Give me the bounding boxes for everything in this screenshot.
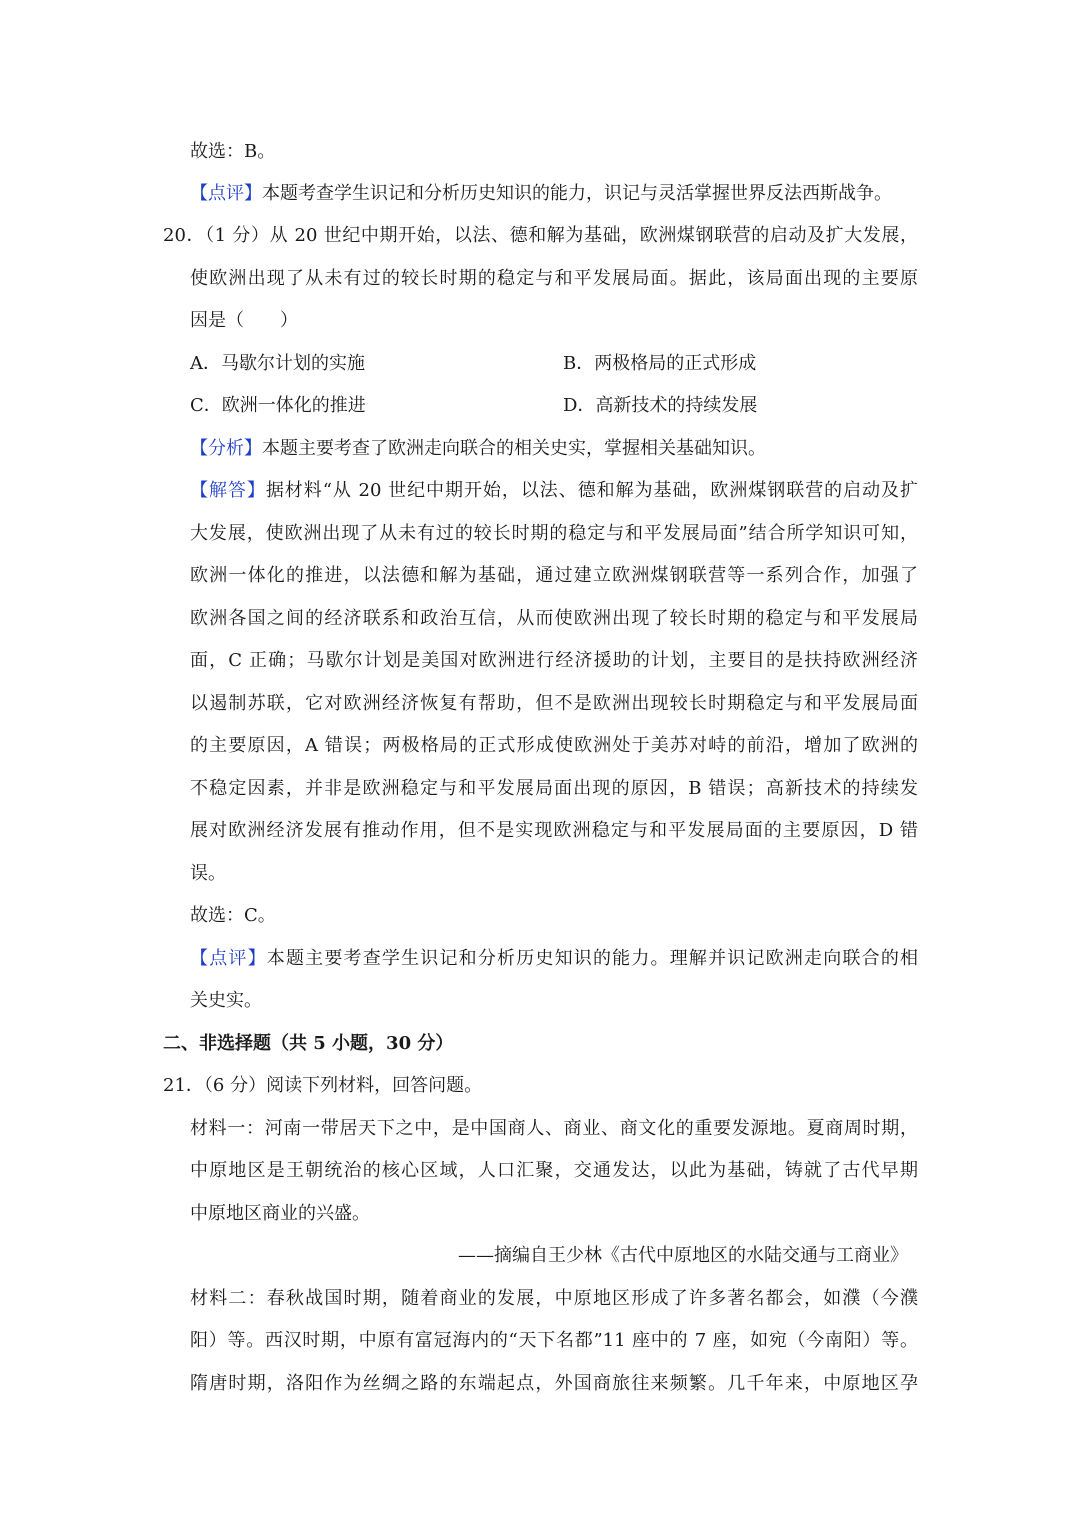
analysis-text: 本题主要考查了欧洲走向联合的相关史实，掌握相关基础知识。 (262, 438, 766, 459)
prev-answer: 故选：B。 (190, 141, 276, 162)
q20-solution-line-4: 欧洲各国之间的经济联系和政治互信，从而使欧洲出现了较长时期的稳定与和平发展局 (190, 608, 918, 629)
q20-option-a: A．马歇尔计划的实施 (190, 353, 365, 374)
q20-solution-line-5: 面，C 正确；马歇尔计划是美国对欧洲进行经济援助的计划，主要目的是扶持欧洲经济 (190, 650, 918, 671)
q20-comment-line-2: 关史实。 (190, 990, 262, 1011)
q20-stem-line-1: 20．（1 分）从 20 世纪中期开始，以法、德和解为基础，欧洲煤钢联营的启动及扩大发展， (163, 225, 918, 246)
q20-solution-line-3: 欧洲一体化的推进，以法德和解为基础，通过建立欧洲煤钢联营等一系列合作，加强了 (190, 565, 918, 586)
q20-solution-line-9: 展对欧洲经济发展有推动作用，但不是实现欧洲稳定与和平发展局面的主要原因，D 错 (190, 820, 918, 841)
q21-source1: ——摘编自王少林《古代中原地区的水陆交通与工商业》 (458, 1245, 908, 1266)
q21-material2-line-3: 隋唐时期，洛阳作为丝绸之路的东端起点，外国商旅往来频繁。几千年来，中原地区孕 (190, 1373, 918, 1394)
q20-answer: 故选：C。 (190, 905, 276, 926)
q20-comment-line-1 (190, 947, 918, 971)
q21-material1-line-3: 中原地区商业的兴盛。 (190, 1203, 370, 1224)
q21-material1-line-1: 材料一：河南一带居天下之中，是中国商人、商业、商文化的重要发源地。夏商周时期， (190, 1118, 918, 1139)
q20-solution-line-1 (190, 479, 918, 503)
comment-text: 本题考查学生识记和分析历史知识的能力，识记与灵活掌握世界反法西斯战争。 (262, 183, 892, 204)
section-heading: 二、非选择题（共 5 小题，30 分） (163, 1033, 454, 1054)
q20-solution-line-8: 不稳定因素，并非是欧洲稳定与和平发展局面出现的原因，B 错误；高新技术的持续发 (190, 778, 918, 799)
q21-material2-line-2: 阳）等。西汉时期，中原有富冠海内的“天下名都”11 座中的 7 座，如宛（今南阳）等。 (190, 1330, 918, 1351)
comment-tag: 【点评】 (190, 183, 262, 204)
q20-solution-line-2: 大发展，使欧洲出现了从未有过的较长时期的稳定与和平发展局面”结合所学知识可知， (190, 523, 918, 544)
q20-solution-line-6: 以遏制苏联，它对欧洲经济恢复有帮助，但不是欧洲出现较长时期稳定与和平发展局面 (190, 693, 918, 714)
q20-solution-line-10: 误。 (190, 863, 226, 884)
q21-stem: 21．（6 分）阅读下列材料，回答问题。 (163, 1075, 483, 1096)
q20-stem-line-3: 因是（ ） (190, 310, 298, 331)
prev-comment (190, 182, 918, 206)
q21-material1-line-2: 中原地区是王朝统治的核心区域，人口汇聚，交通发达，以此为基础，铸就了古代早期 (190, 1160, 918, 1181)
q20-stem-line-2: 使欧洲出现了从未有过的较长时期的稳定与和平发展局面。据此，该局面出现的主要原 (190, 268, 918, 289)
q20-option-d: D．高新技术的持续发展 (563, 395, 758, 416)
q20-solution-line-7: 的主要原因，A 错误；两极格局的正式形成使欧洲处于美苏对峙的前沿，增加了欧洲的 (190, 735, 918, 756)
q21-material2-line-1: 材料二：春秋战国时期，随着商业的发展，中原地区形成了许多著名都会，如濮（今濮 (190, 1288, 918, 1309)
comment-tag: 【点评】 (190, 948, 267, 969)
analysis-tag: 【分析】 (190, 438, 262, 459)
solution-tag: 【解答】 (190, 480, 266, 501)
solution-text: 据材料“从 20 世纪中期开始，以法、德和解为基础，欧洲煤钢联营的启动及扩 (265, 480, 918, 501)
q20-option-c: C．欧洲一体化的推进 (190, 395, 366, 416)
q20-analysis (190, 437, 918, 461)
q20-option-b: B．两极格局的正式形成 (563, 353, 757, 374)
comment-text: 本题主要考查学生识记和分析历史知识的能力。理解并识记欧洲走向联合的相 (266, 948, 918, 969)
